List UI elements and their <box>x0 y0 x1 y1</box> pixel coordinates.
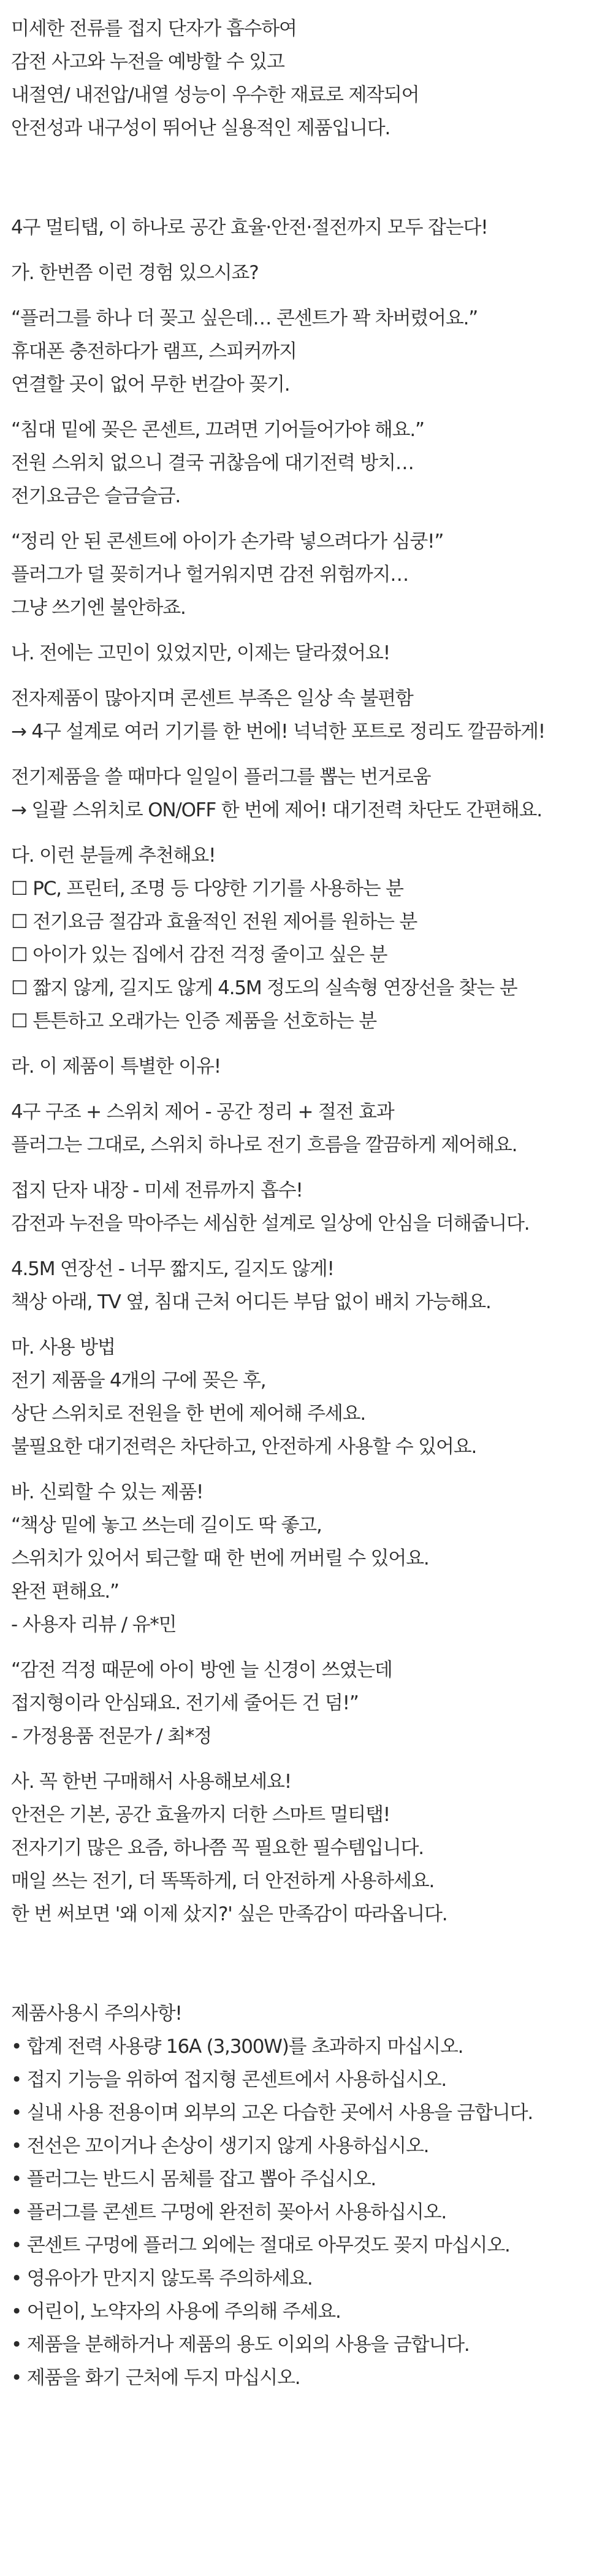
text-line: 전자기기 많은 요즘, 하나쯤 꼭 필요한 필수템입니다. <box>11 1837 424 1859</box>
section-d-block-2 <box>11 1174 613 1240</box>
section-b-title: 나. 전에는 고민이 있었지만, 이제는 달라졌어요! <box>11 642 390 664</box>
caution-item: • 실내 사용 전용이며 외부의 고온 다습한 곳에서 사용을 금합니다. <box>11 2102 533 2124</box>
review-author: - 사용자 리뷰 / 유*민 <box>11 1614 177 1636</box>
review-author: - 가정용품 전문가 / 최*정 <box>11 1725 211 1747</box>
section-a-block-3 <box>11 525 613 624</box>
section-a-block-1 <box>11 302 613 401</box>
caution-item: • 합계 전력 사용량 16A (3,300W)를 초과하지 마십시오. <box>11 2036 463 2058</box>
section-e-title: 마. 사용 방법 <box>11 1336 115 1359</box>
text-line: 전기 제품을 4개의 구에 꽂은 후, <box>11 1370 266 1392</box>
text-line: 매일 쓰는 전기, 더 똑똑하게, 더 안전하게 사용하세요. <box>11 1870 435 1892</box>
checklist-item: ☐ 짧지 않게, 길지도 않게 4.5M 정도의 실속형 연장선을 찾는 분 <box>11 977 517 999</box>
section-d-block-1 <box>11 1095 613 1162</box>
cautions-title: 제품사용시 주의사항! <box>11 2003 182 2025</box>
text-line: 전자제품이 많아지며 콘센트 부족은 일상 속 불편함 <box>11 688 413 710</box>
caution-item: • 플러그를 콘센트 구멍에 완전히 꽂아서 사용하십시오. <box>11 2201 447 2223</box>
caution-item: • 접지 기능을 위하여 접지형 콘센트에서 사용하십시오. <box>11 2069 447 2091</box>
intro-line: 미세한 전류를 접지 단자가 흡수하여 <box>11 18 297 40</box>
text-line: 4구 구조 + 스위치 제어 - 공간 정리 + 절전 효과 <box>11 1101 394 1123</box>
quote-line: 스위치가 있어서 퇴근할 때 한 번에 꺼버릴 수 있어요. <box>11 1547 429 1570</box>
headline: 4구 멀티탭, 이 하나로 공간 효율·안전·절전까지 모두 잡는다! <box>11 217 488 239</box>
checklist-item: ☐ PC, 프린터, 조명 등 다양한 기기를 사용하는 분 <box>11 878 403 900</box>
caution-item: • 제품을 화기 근처에 두지 마십시오. <box>11 2367 300 2389</box>
text-line: 전원 스위치 없으니 결국 귀찮음에 대기전력 방치… <box>11 452 414 474</box>
text-line: 휴대폰 충전하다가 램프, 스피커까지 <box>11 340 297 362</box>
review-1 <box>11 1509 613 1641</box>
section-b-block-2 <box>11 761 613 827</box>
text-line: 안전은 기본, 공간 효율까지 더한 스마트 멀티탭! <box>11 1804 390 1826</box>
quote-line: 완전 편해요.” <box>11 1581 119 1603</box>
section-d-block-3 <box>11 1252 613 1319</box>
caution-item: • 영유아가 만지지 않도록 주의하세요. <box>11 2267 313 2290</box>
caution-item: • 어린이, 노약자의 사용에 주의해 주세요. <box>11 2301 341 2323</box>
intro-line: 내절연/ 내전압/내열 성능이 우수한 재료로 제작되어 <box>11 84 419 106</box>
text-line: → 일괄 스위치로 ON/OFF 한 번에 제어! 대기전력 차단도 간편해요. <box>11 799 542 821</box>
checklist-item: ☐ 전기요금 절감과 효율적인 전원 제어를 원하는 분 <box>11 911 417 933</box>
caution-item: • 제품을 분해하거나 제품의 용도 이외의 사용을 금합니다. <box>11 2334 470 2356</box>
intro-line: 안전성과 내구성이 뛰어난 실용적인 제품입니다. <box>11 117 390 139</box>
text-line: 감전과 누전을 막아주는 세심한 설계로 일상에 안심을 더해줍니다. <box>11 1213 530 1235</box>
intro-line: 감전 사고와 누전을 예방할 수 있고 <box>11 51 284 73</box>
section-c-title: 다. 이런 분들께 추천해요! <box>11 845 216 867</box>
section-b-block-1 <box>11 682 613 748</box>
text-line: 4.5M 연장선 - 너무 짧지도, 길지도 않게! <box>11 1258 334 1280</box>
text-line: 불필요한 대기전력은 차단하고, 안전하게 사용할 수 있어요. <box>11 1436 477 1458</box>
quote-line: 접지형이라 안심돼요. 전기세 줄어든 건 덤!” <box>11 1692 359 1714</box>
section-a-block-2 <box>11 413 613 513</box>
quote-line: “정리 안 된 콘센트에 아이가 손가락 넣으려다가 심쿵!” <box>11 531 444 553</box>
recommend-list <box>11 872 613 1038</box>
section-d-title: 라. 이 제품이 특별한 이유! <box>11 1056 221 1078</box>
text-line: → 4구 설계로 여러 기기를 한 번에! 넉넉한 포트로 정리도 깔끔하게! <box>11 721 545 743</box>
text-line: 책상 아래, TV 옆, 침대 근처 어디든 부담 없이 배치 가능해요. <box>11 1291 491 1313</box>
review-2 <box>11 1654 613 1753</box>
text-line: 상단 스위치로 전원을 한 번에 제어해 주세요. <box>11 1403 366 1425</box>
text-line: 플러그는 그대로, 스위치 하나로 전기 흐름을 깔끔하게 제어해요. <box>11 1134 517 1156</box>
caution-item: • 콘센트 구멍에 플러그 외에는 절대로 아무것도 꽂지 마십시오. <box>11 2234 510 2256</box>
section-a-title: 가. 한번쯤 이런 경험 있으시죠? <box>11 262 259 284</box>
caution-item: • 전선은 꼬이거나 손상이 생기지 않게 사용하십시오. <box>11 2135 429 2157</box>
text-line: 전기제품을 쓸 때마다 일일이 플러그를 뽑는 번거로움 <box>11 766 431 788</box>
checklist-item: ☐ 아이가 있는 집에서 감전 걱정 줄이고 싶은 분 <box>11 944 387 966</box>
text-line: 연결할 곳이 없어 무한 번갈아 꽂기. <box>11 374 290 396</box>
text-line: 접지 단자 내장 - 미세 전류까지 흡수! <box>11 1179 303 1202</box>
section-g-title: 사. 꼭 한번 구매해서 사용해보세요! <box>11 1771 291 1793</box>
checklist-item: ☐ 튼튼하고 오래가는 인증 제품을 선호하는 분 <box>11 1010 376 1032</box>
intro-block <box>11 12 613 145</box>
text-line: 플러그가 덜 꽂히거나 헐거워지면 감전 위험까지… <box>11 564 408 586</box>
quote-line: “침대 밑에 꽂은 콘센트, 끄려면 기어들어가야 해요.” <box>11 419 424 441</box>
quote-line: “책상 밑에 놓고 쓰는데 길이도 딱 좋고, <box>11 1514 322 1536</box>
cautions-list <box>11 2030 613 2394</box>
caution-item: • 플러그는 반드시 몸체를 잡고 뽑아 주십시오. <box>11 2168 376 2190</box>
text-line: 전기요금은 슬금슬금. <box>11 485 181 507</box>
text-line: 한 번 써보면 '왜 이제 샀지?' 싶은 만족감이 따라옵니다. <box>11 1903 447 1925</box>
quote-line: “감전 걱정 때문에 아이 방엔 늘 신경이 쓰였는데 <box>11 1659 392 1681</box>
quote-line: “플러그를 하나 더 꽂고 싶은데… 콘센트가 꽉 차버렸어요.” <box>11 307 478 329</box>
text-line: 그냥 쓰기엔 불안하죠. <box>11 597 186 619</box>
section-f-title: 바. 신뢰할 수 있는 제품! <box>11 1481 204 1503</box>
